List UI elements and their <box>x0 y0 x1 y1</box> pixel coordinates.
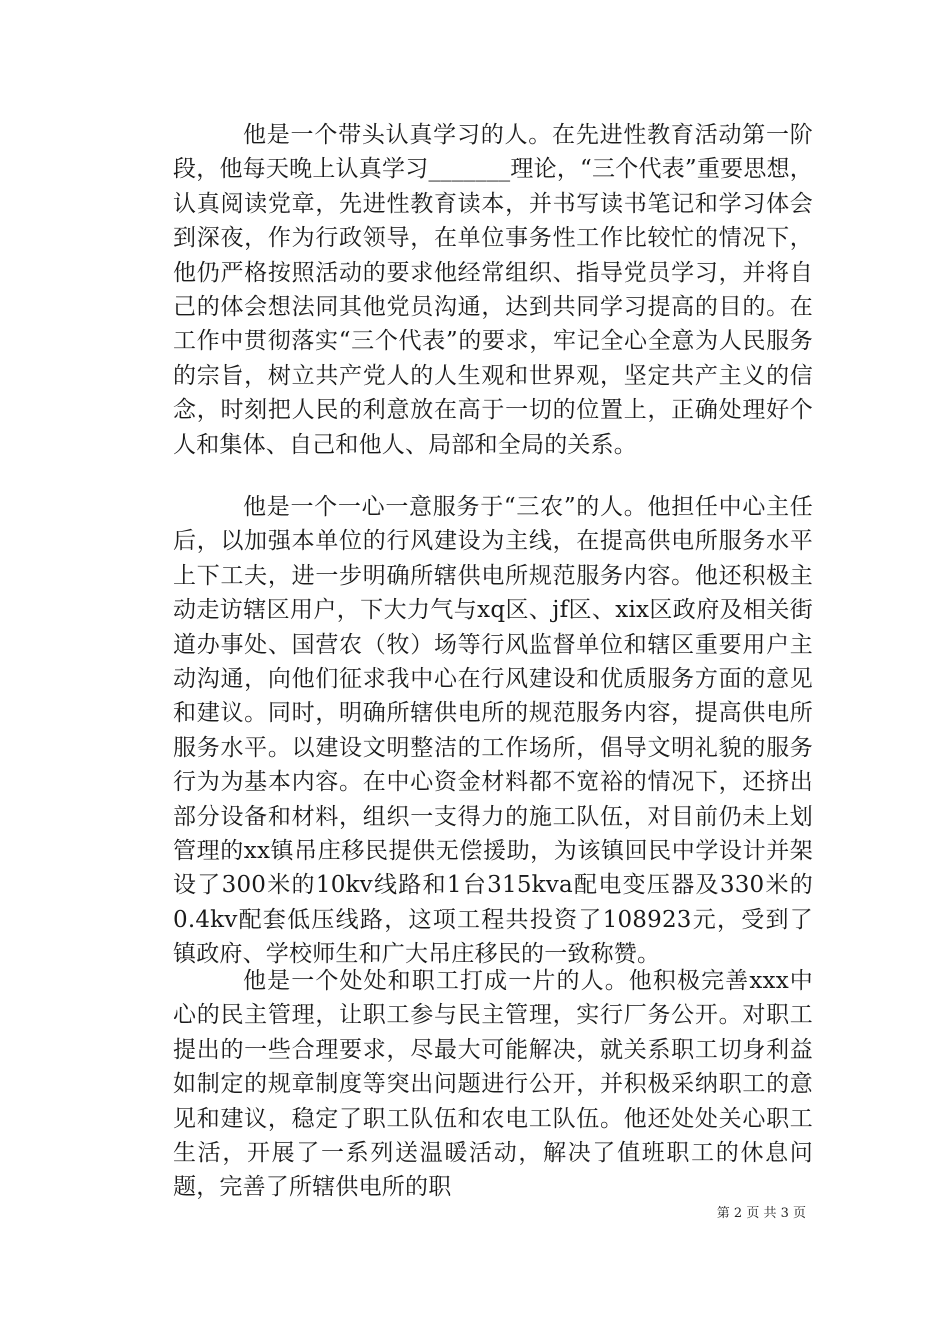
paragraph-staff: 他是一个处处和职工打成一片的人。他积极完善xxx中心的民主管理，让职工参与民主管理，实行厂务公开。对职工提出的一些合理要求，尽最大可能解决，就关系职工切身利益如制定的规章制度等突出问题进行公开，并积极采纳职工的意见和建议，稳定了职工队伍和农电工队伍。他还处处关心职工生活，开展了一系列送温暖活动，解决了值班职工的休息问题，完善了所辖供电所的职 <box>173 968 813 1201</box>
page-number-footer: 第 2 页 共 3 页 <box>716 1206 806 1221</box>
paragraph-service: 他是一个一心一意服务于“三农”的人。他担任中心主任后，以加强本单位的行风建设为主线，在提高供电所服务水平上下工夫，进一步明确所辖供电所规范服务内容。他还积极主动走访辖区用户，下大力气与xq区、jf区、xix区政府及相关街道办事处、国营农（牧）场等行风监督单位和辖区重要用户主动沟通，向他们征求我中心在行风建设和优质服务方面的意见和建议。同时，明确所辖供电所的规范服务内容，提高供电所服务水平。以建设文明整洁的工作场所，倡导文明礼貌的服务行为为基本内容。在中心资金材料都不宽裕的情况下，还挤出部分设备和材料，组织一支得力的施工队伍，对目前仍未上划管理的xx镇吊庄移民提供无偿援助，为该镇回民中学设计并架设了300米的10kv线路和1台315kva配电变压器及330米的0.4kv配套低压线路，这项工程共投资了108923元，受到了镇政府、学校师生和广大吊庄移民的一致称赞。 <box>173 494 813 968</box>
paragraph-study: 他是一个带头认真学习的人。在先进性教育活动第一阶段，他每天晚上认真学习_______理论，“三个代表”重要思想，认真阅读党章，先进性教育读本，并书写读书笔记和学习体会到深夜，作为行政领导，在单位事务性工作比较忙的情况下，他仍严格按照活动的要求他经常组织、指导党员学习，并将自己的体会想法同其他党员沟通，达到共同学习提高的目的。在工作中贯彻落实“三个代表”的要求，牢记全心全意为人民服务的宗旨，树立共产党人的人生观和世界观，坚定共产主义的信念，时刻把人民的利意放在高于一切的位置上，正确处理好个人和集体、自己和他人、局部和全局的关系。 <box>173 122 813 458</box>
